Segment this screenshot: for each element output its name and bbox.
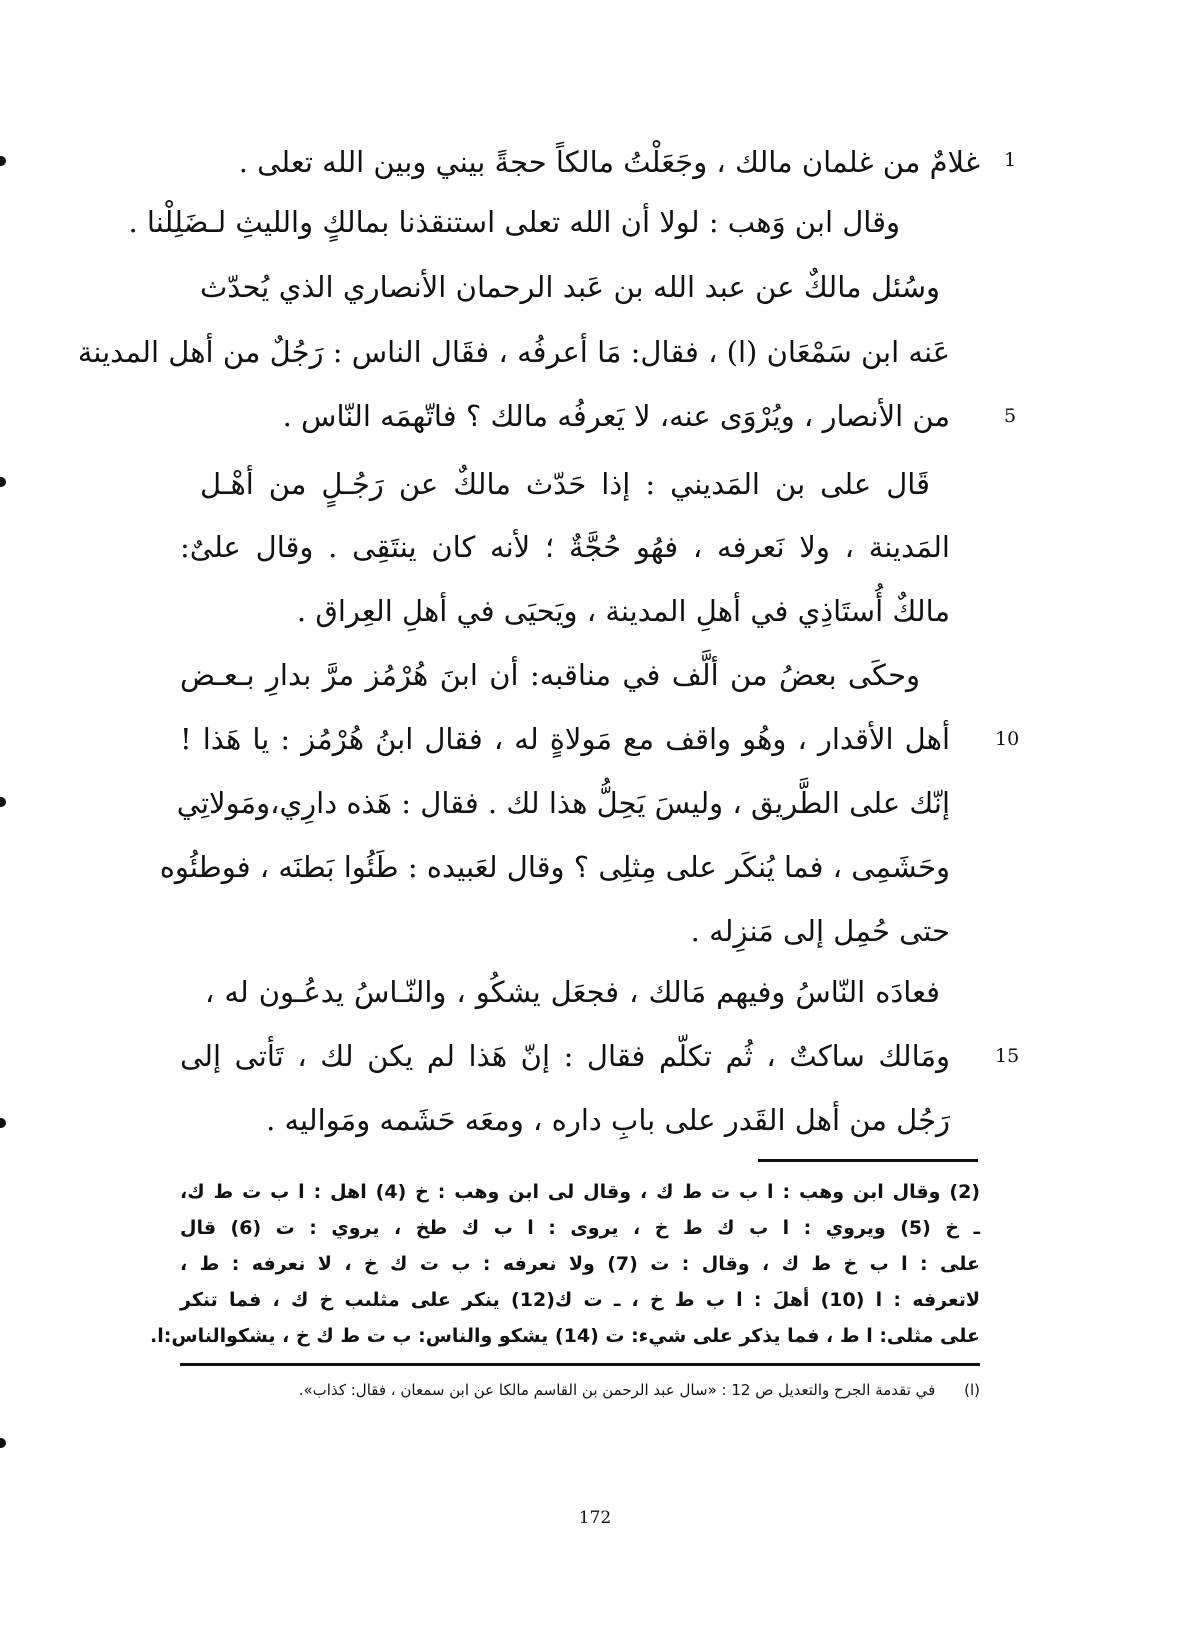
- footnote-text: في تقدمة الجرح والتعديل ص 12 : «سال عبد الرحمن بن القاسم مالكا عن ابن سمعان ، فقال: كذاب».: [298, 1381, 936, 1399]
- body-line: عَنه ابن سَمْعَان (ا) ، فقال: مَا أعرفُه ، فقَال الناس : رَجُلٌ من أهل المدينة: [77, 335, 950, 369]
- margin-mark: [0, 477, 6, 487]
- body-line: إنّك على الطَّريق ، وليسَ يَحِلُّ هذا لك . فقال : هَذه دارِي،ومَولاتِي: [176, 786, 950, 820]
- body-line: وقال ابن وَهب : لولا أن الله تعلى استنقذنا بمالكٍ والليثِ لـضَلِلْنا .: [128, 205, 900, 239]
- body-line: وحَشَمِى ، فما يُنكَر على مِثلِى ؟ وقال لعَبيده : طَئُوا بَطنَه ، فوطئُوه: [159, 850, 950, 884]
- line-number: 5: [1004, 405, 1017, 427]
- body-line: وحكَى بعضُ من ألَّف في مناقبه: أن ابنَ هُرْمُز مرَّ بدارِ بـعـض: [180, 658, 920, 692]
- line-number: 15: [995, 1045, 1020, 1067]
- line-number: 1: [1004, 149, 1017, 171]
- margin-mark: [0, 1438, 6, 1448]
- body-line: حتى حُمِل إلى مَنزِله .: [690, 914, 950, 948]
- body-line: رَجُل من أهل القَدر على بابِ داره ، ومعَه حَشَمه ومَواليه .: [266, 1103, 950, 1137]
- body-line: من الأنصار ، ويُرْوَى عنه، لا يَعرفُه مالك ؟ فاتّهمَه النّاس .: [282, 399, 950, 433]
- apparatus-line: ـ خ (5) ويروي : ا ب ك ط خ ، يروى : ا ب ك طخ ، يروي : ت (6) قال: [180, 1217, 981, 1239]
- body-line: مالكٌ أُستَاذِي في أهلِ المدينة ، ويَحيَى في أهلِ العِراق .: [296, 594, 950, 628]
- apparatus-line: (2) وقال ابن وهب : ا ب ت ط ك ، وقال لى ابن وهب : خ (4) اهل : ا ب ت ط ك،: [180, 1181, 981, 1203]
- apparatus-line: على مثلى: ا ط ، فما يذكر على شيء: ت (14) يشكو والناس: ب ت ط ك خ ، يشكوالناس:ا.: [150, 1325, 980, 1347]
- footnote-rule: [180, 1363, 980, 1366]
- body-line: فعادَه النّاسُ وفيهم مَالك ، فجعَل يشكُو ، والنّـاسُ يدعُـون له ،: [205, 975, 940, 1009]
- margin-mark: [0, 156, 6, 166]
- footnote-marker: (ا): [964, 1381, 980, 1399]
- body-line: ومَالك ساكتٌ ، ثُم تكلّم فقال : إنّ هَذا لم يكن لك ، تَأتى إلى: [180, 1039, 950, 1073]
- body-line: غلامٌ من غلمان مالك ، وجَعَلْتُ مالكاً حجةً بيني وبين الله تعلى .: [238, 145, 980, 179]
- apparatus-line: لاتعرفه : ا (10) أهلَ : ا ب ط خ ، ـ ت ك(12) ينكر على مثلىب خ ك ، فما تنكر: [180, 1289, 981, 1311]
- margin-mark: [0, 1118, 6, 1128]
- footnote: [260, 1378, 980, 1402]
- body-line: قَال على بن المَديني : إذا حَدّث مالكٌ عن رَجُـلٍ من أهْـل: [200, 467, 930, 501]
- body-line: أهل الأقدار ، وهُو واقف مع مَولاةٍ له ، فقال ابنُ هُرْمُز : يا هَذا !: [180, 722, 950, 756]
- apparatus-line: على : ا ب خ ط ك ، وقال : ت (7) ولا نعرفه : ب ت ك خ ، لا نعرفه : ط ،: [180, 1253, 980, 1275]
- line-number: 10: [995, 728, 1020, 750]
- page-number: 172: [578, 1508, 612, 1528]
- body-line: وسُئل مالكٌ عن عبد الله بن عَبد الرحمان الأنصاري الذي يُحدّث: [200, 270, 940, 304]
- apparatus-rule: [758, 1159, 978, 1162]
- body-line: المَدينة ، ولا نَعرفه ، فهُو حُجَّةٌ ؛ لأنه كان ينتَقِى . وقال علىٌ:: [180, 530, 950, 564]
- margin-mark: [0, 797, 6, 807]
